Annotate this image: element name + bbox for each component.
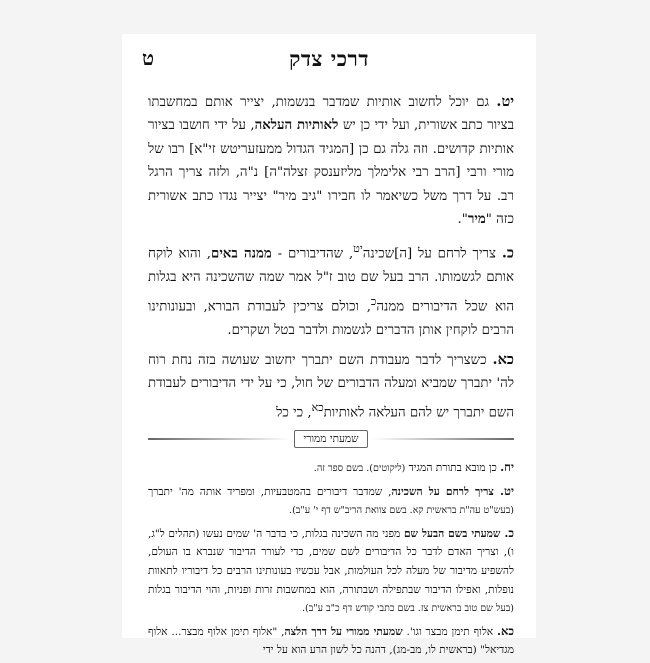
footnote-text: כן מובא בתורת המגיד <box>405 462 501 474</box>
footnote-label: יט. <box>500 483 514 498</box>
footnote-21 <box>148 622 514 660</box>
divider-line-left <box>148 438 290 440</box>
bold-phrase: מיר <box>467 212 486 228</box>
paragraph-label: יט. <box>496 93 514 110</box>
paragraph-text: צריך לרחם על [ה]שכינה <box>362 246 502 262</box>
footnote-source: (בעל שם טוב בראשית צז. בשם כתבי קודש דף כ"ב ע"ב). <box>302 603 514 615</box>
paragraph-text: , שהדיבורים - <box>271 246 354 262</box>
footnote-text: , "אלוף תימן אלוף מבצר... אלוף מגדיאל" (בראשית לו, מב-מג), דהנה כל לשון הרע הוא על ידי <box>148 625 514 657</box>
paragraph-label: כא. <box>492 350 514 368</box>
footnote-ref[interactable]: יט <box>353 242 363 256</box>
running-title: דרכי צדק <box>289 46 369 71</box>
paragraph-text: , וכולם צריכין לעבודת הבורא, ובעונותינו הרבים לוקחין אותן הדברים לגשמות ולדבר בטל ושקרים. <box>148 299 514 338</box>
footnote-ref[interactable]: כא <box>311 400 324 414</box>
paragraph-20 <box>148 237 514 341</box>
divider-line-right <box>372 438 514 440</box>
footnote-19 <box>148 482 514 521</box>
page-number: ט <box>142 46 155 70</box>
paragraph-text: גם יוכל לחשוב אותיות שמדבר בנשמות, יצייר אותם במחשבתו בציור כתב אשורית, ועל ידי כן יש <box>148 95 514 134</box>
footnote-text: אלוף תימן מבצר וגו'. <box>402 625 497 638</box>
footnote-bold: שמעתי ממורי על דרך הלצה <box>284 625 403 638</box>
bold-phrase: לאותיות העלאה <box>254 118 339 134</box>
footnote-label: כא. <box>496 623 514 638</box>
paragraph-text: , כי כל <box>276 405 312 421</box>
footnote-label: יח. <box>500 460 514 474</box>
page-header <box>122 46 536 74</box>
paragraph-text: , והוא לוקח אותם לגשמותו. הרב בעל שם טוב ז"ל אמר שמה שהשכינה היא בגלות הוא שכל הדיבורים ממנה <box>148 246 514 315</box>
main-text <box>148 90 514 431</box>
footnote-text: , שמדבר דיבורים בהמטבעיות, ומפריד אותה מה' יתברך <box>148 485 392 498</box>
divider-label: שמעתי ממורי <box>294 430 367 448</box>
book-page <box>122 34 536 657</box>
paragraph-text: , על ידי חושבו בציור אותיות קדושים. וזה גלה גם כן [המגיד הגדול ממעזעריטש זי"א] רבו של מורי ורבי [הרב רבי אלימלך מליזענסק זצלה"ה] נ"ה, ולזה צריך הרגל רב. על דרך משל כשיאמר לו חבירו "גיב מיר" יצייר נגדו כתב אשורית כזה " <box>148 118 514 228</box>
footnote-source: (בעש"ט עה"ת בראשית קא. בשם צוואת הריב"ש דף י' ע"ב). <box>289 505 514 517</box>
paragraph-text: כשצריך לדבר מעבודת השם יתברך יחשוב שעושה בזה נחת רוח לה' יתברך שמביא ומעלה הדבורים של חול, כי על ידי הדיבורים לעבודת השם יתברך יש להם העלאה לאותיות <box>148 352 514 421</box>
footnote-bold: צריך לרחם על השכינה <box>391 485 501 498</box>
paragraph-label: כ. <box>501 244 514 262</box>
paragraph-19 <box>148 90 514 231</box>
paragraph-21 <box>148 348 514 425</box>
footnote-text: מפני מה השכינה בגלות, כי בדבר ה' שמים נעשו (תהלים ל"ג, ו), וצריך האדם לדבר כל הדיבורים לשם שמים, כדי לעורר הדיבור שנברא בו העולם, להשפיע מדיבור של מעלה לכל העולמות, אבל עכשיו בעונותינו הרבים כל דיבוריו לתאוות נופלות, ואפילו הדיבור שבתפילה ושבתורה, הוא במחשבות זרות ופניות, והוי הדיבור בגלות <box>148 527 514 596</box>
footnote-bold: שמעתי בשם הבעל שם <box>403 527 505 540</box>
footnote-source: (ליקוטים). בשם ספר זה. <box>313 463 406 474</box>
footnote-ref[interactable]: כ <box>370 294 377 308</box>
footnote-20 <box>148 524 514 619</box>
bold-phrase: ממנה באים <box>211 246 272 262</box>
section-divider <box>148 429 514 449</box>
paragraph-text: ". <box>457 212 468 228</box>
footnote-18 <box>148 458 514 479</box>
footnotes <box>148 458 514 663</box>
footnote-label: כ. <box>504 525 514 540</box>
